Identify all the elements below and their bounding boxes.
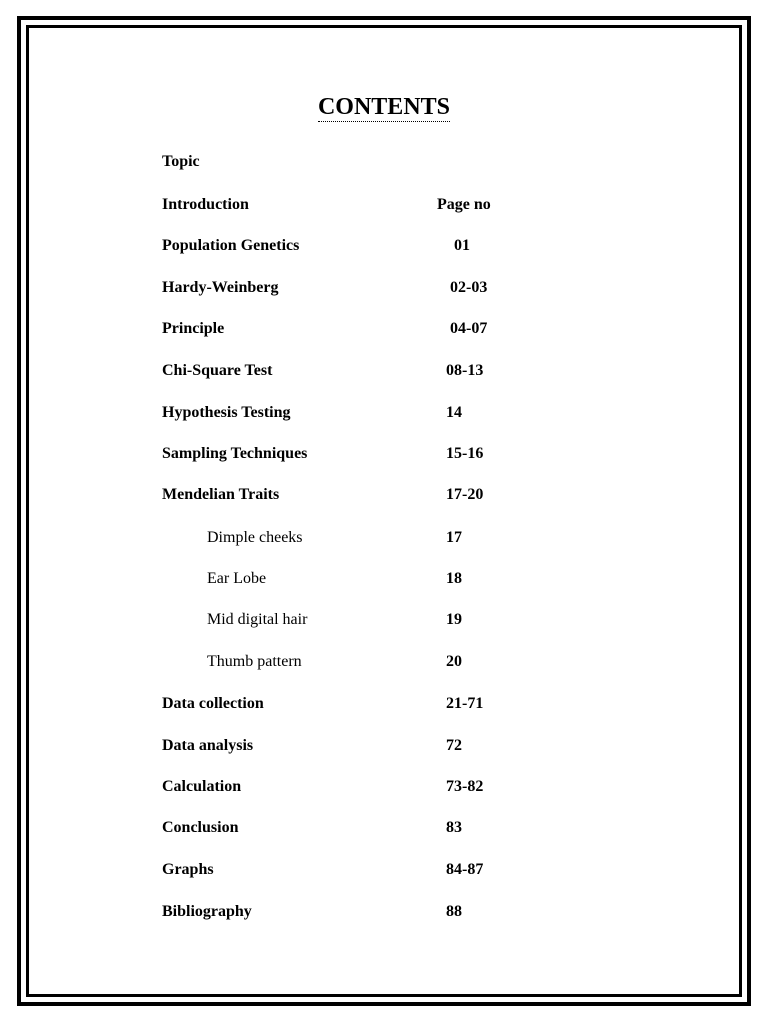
- toc-topic: Conclusion: [162, 819, 239, 836]
- toc-page-number: 19: [446, 611, 462, 628]
- toc-page-number: 83: [446, 819, 462, 836]
- toc-topic: Data collection: [162, 695, 264, 712]
- toc-page-number: 72: [446, 737, 462, 754]
- toc-row: [0, 360, 768, 382]
- toc-subtopic: Dimple cheeks: [207, 529, 303, 546]
- toc-topic: Topic: [162, 153, 200, 170]
- toc-topic: Sampling Techniques: [162, 445, 308, 462]
- toc-row: [0, 151, 768, 173]
- toc-page-number: 73-82: [446, 778, 484, 795]
- toc-page-number: 04-07: [450, 320, 488, 337]
- toc-page-number: 21-71: [446, 695, 484, 712]
- toc-row: [0, 568, 768, 590]
- toc-page-number: 01: [454, 237, 470, 254]
- toc-page-number: 14: [446, 404, 462, 421]
- toc-topic: Bibliography: [162, 903, 252, 920]
- toc-row: [0, 194, 768, 216]
- toc-topic: Hardy-Weinberg: [162, 279, 279, 296]
- page-title-text: CONTENTS: [317, 94, 451, 120]
- toc-row: [0, 277, 768, 299]
- toc-page-number: 20: [446, 653, 462, 670]
- toc-page-number: Page no: [437, 196, 491, 213]
- toc-topic: Chi-Square Test: [162, 362, 273, 379]
- toc-page-number: 18: [446, 570, 462, 587]
- page-title: [0, 92, 768, 122]
- toc-topic: Introduction: [162, 196, 249, 213]
- toc-page-number: 02-03: [450, 279, 488, 296]
- toc-row: [0, 817, 768, 839]
- toc-topic: Data analysis: [162, 737, 254, 754]
- toc-row: [0, 859, 768, 881]
- toc-page-number: 84-87: [446, 861, 484, 878]
- toc-topic: Principle: [162, 320, 225, 337]
- toc-topic: Graphs: [162, 861, 214, 878]
- toc-row: [0, 484, 768, 506]
- toc-topic: Hypothesis Testing: [162, 404, 291, 421]
- toc-row: [0, 693, 768, 715]
- toc-row: [0, 609, 768, 631]
- toc-row: [0, 443, 768, 465]
- toc-page-number: 88: [446, 903, 462, 920]
- toc-page-number: 08-13: [446, 362, 484, 379]
- toc-row: [0, 318, 768, 340]
- toc-row: [0, 776, 768, 798]
- toc-row: [0, 901, 768, 923]
- toc-page-number: 15-16: [446, 445, 484, 462]
- toc-subtopic: Ear Lobe: [207, 570, 267, 587]
- toc-topic: Mendelian Traits: [162, 486, 280, 503]
- toc-row: [0, 735, 768, 757]
- toc-topic: Population Genetics: [162, 237, 300, 254]
- toc-row: [0, 651, 768, 673]
- toc-page-number: 17-20: [446, 486, 484, 503]
- toc-topic: Calculation: [162, 778, 242, 795]
- toc-subtopic: Mid digital hair: [207, 611, 308, 628]
- toc-row: [0, 402, 768, 424]
- toc-row: [0, 527, 768, 549]
- toc-subtopic: Thumb pattern: [207, 653, 302, 670]
- toc-page-number: 17: [446, 529, 462, 546]
- toc-row: [0, 235, 768, 257]
